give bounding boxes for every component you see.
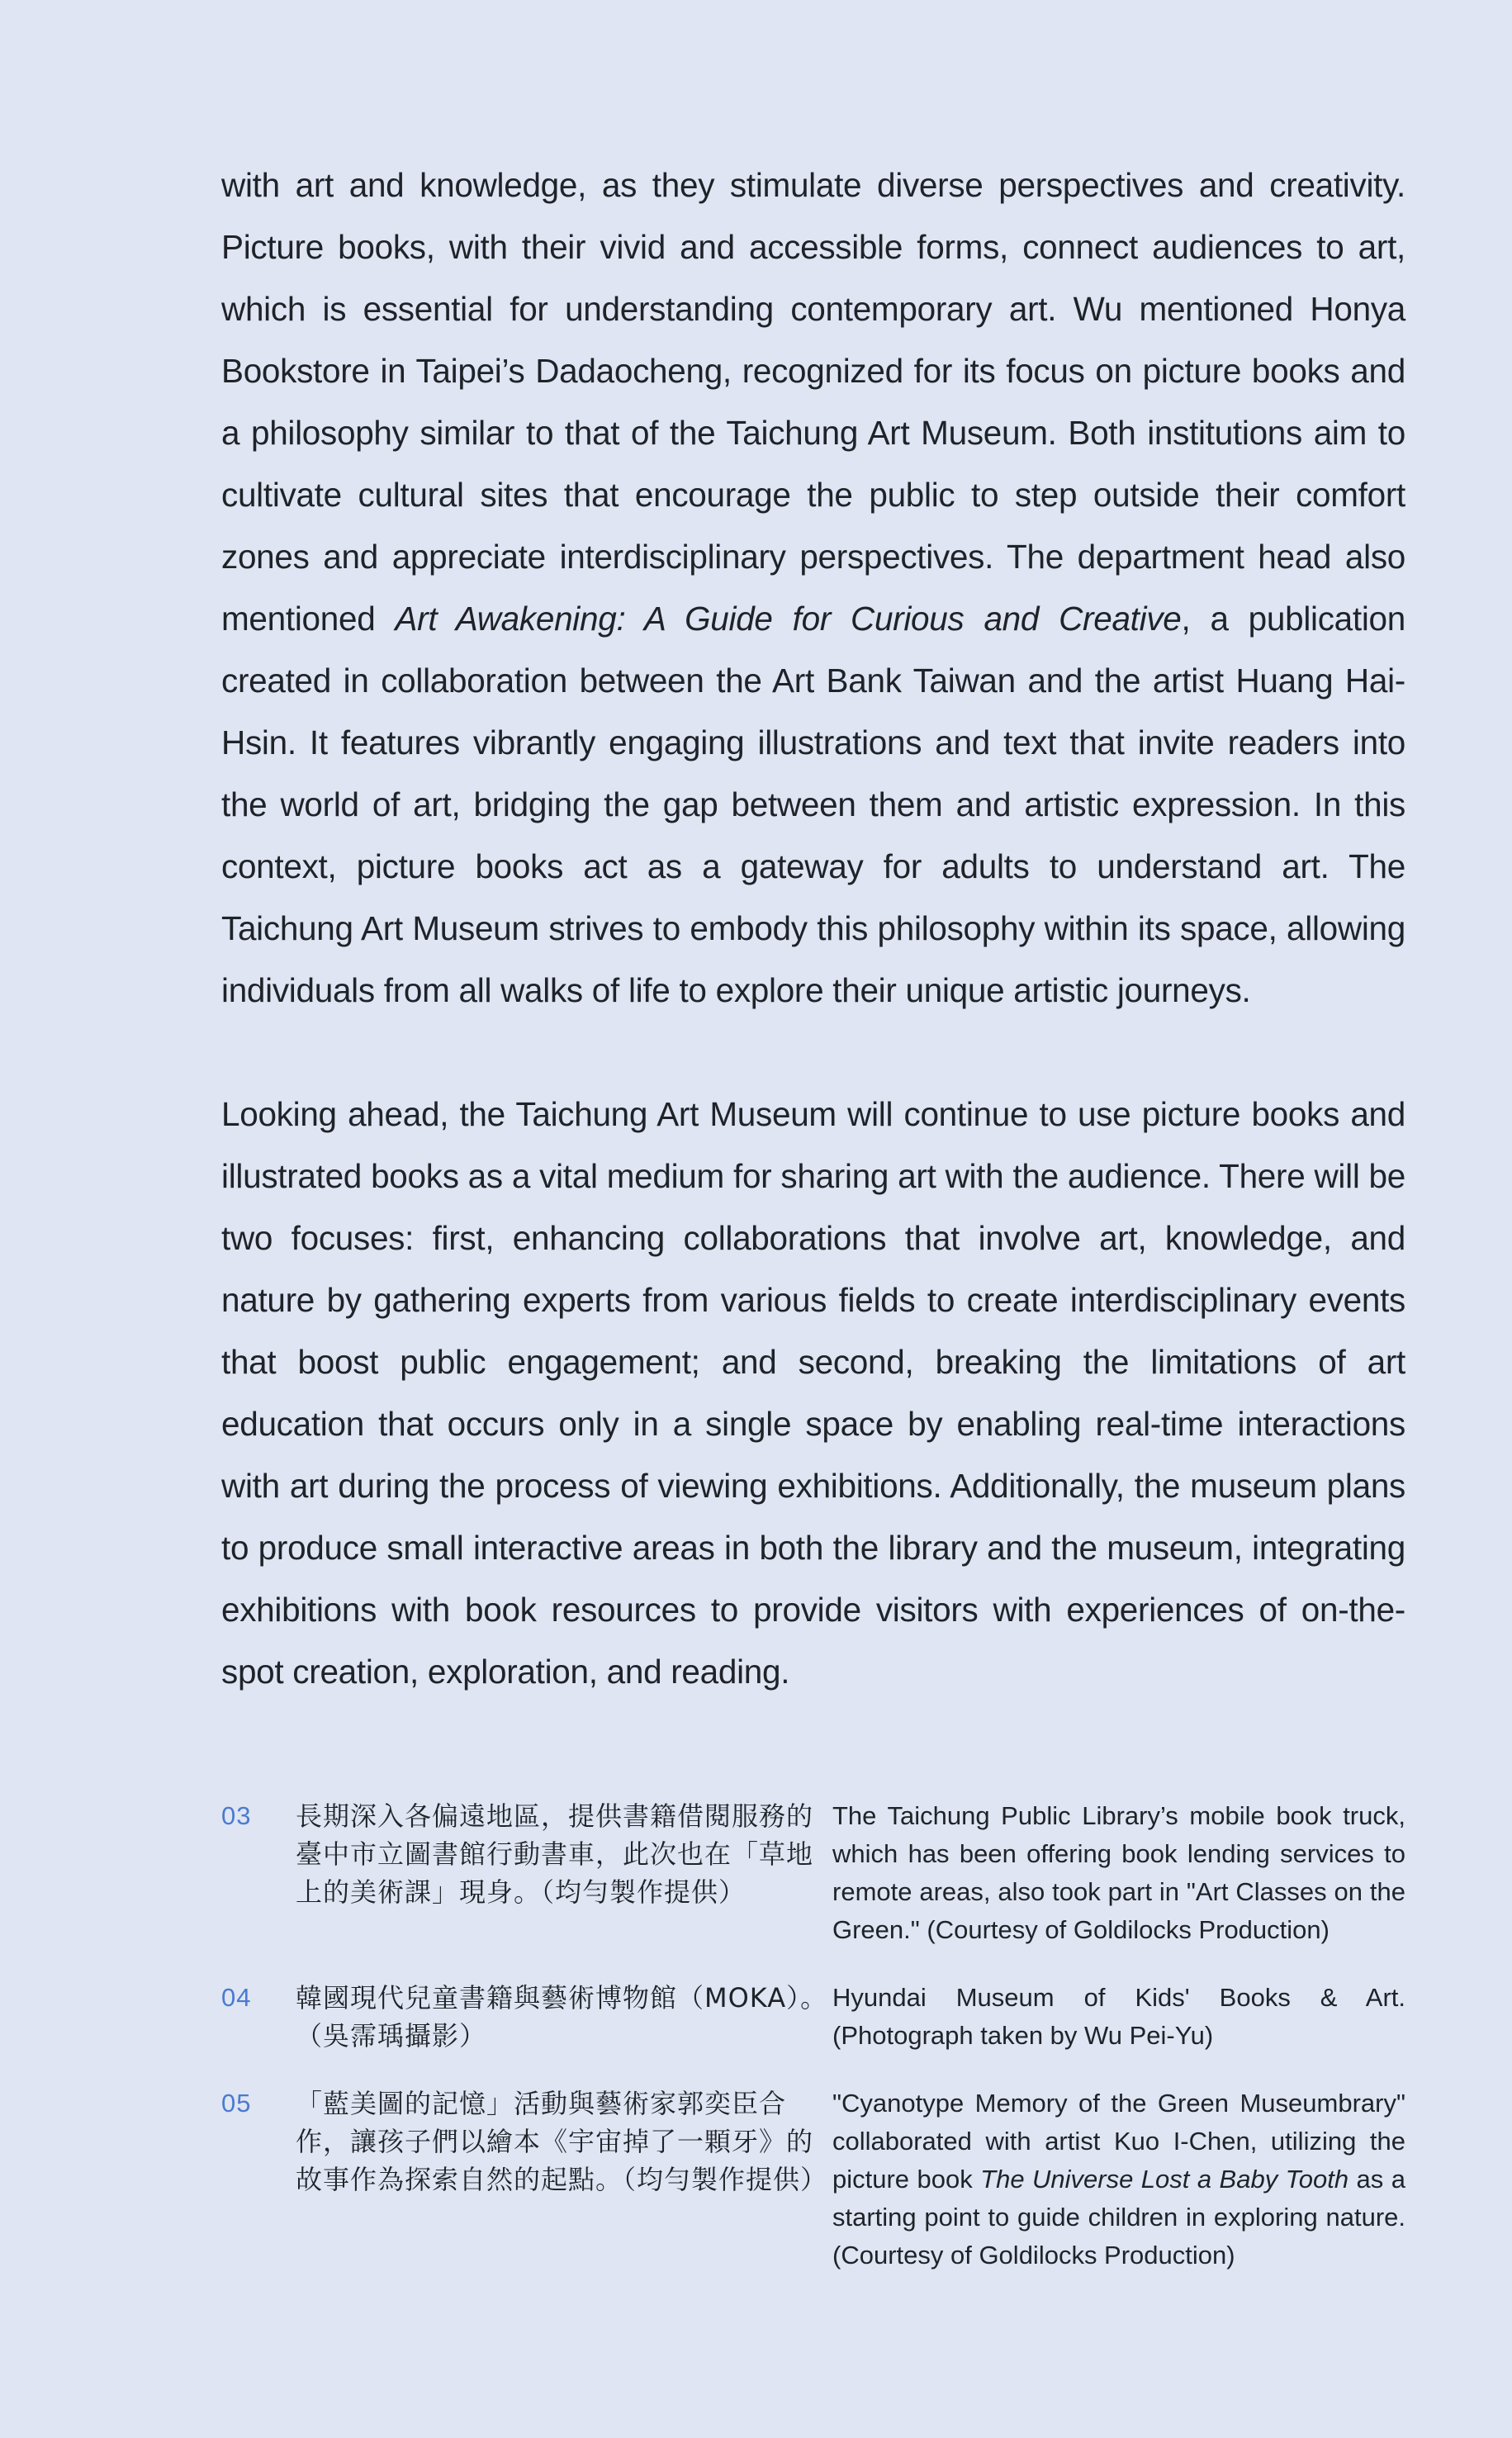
caption-03: [221, 1797, 1405, 1949]
caption-english: [832, 1979, 1405, 2055]
book-title-art-awakening: Art Awakening: A Guide for Curious and Creative: [395, 600, 1182, 638]
caption-04: [221, 1979, 1405, 2055]
caption-05: [221, 2085, 1405, 2274]
caption-number: 03: [221, 1801, 252, 1830]
caption-english: [832, 2085, 1405, 2274]
body-paragraph-2: [221, 1084, 1405, 1703]
caption-english: [832, 1797, 1405, 1949]
book-title-universe-lost-baby-tooth: The Universe Lost a Baby Tooth: [980, 2165, 1349, 2194]
body-paragraph-1: [221, 154, 1405, 1022]
paragraph-2-text: Looking ahead, the Taichung Art Museum will continue to use picture books and illustrated books as a vital medium for sharing art with the audience. There will be two focuses: first, enhancing collaborations that involve art, knowledge, and nature by gathering experts from various fields to create interdisciplinary events that boost public engagement; and second, breaking the limitations of art education that occurs only in a single space by enabling real-time interactions with art during the process of viewing exhibitions. Additionally, the museum plans to produce small interactive areas in both the library and the museum, integrating exhibitions with book resources to provide visitors with experiences of on-the-spot creation, exploration, and reading.: [221, 1095, 1405, 1691]
figure-captions: [221, 1797, 1405, 2274]
caption-chinese: 韓國現代兒童書籍與藝術博物館（MOKA）。（吳霈瑀攝影）: [296, 1982, 828, 2051]
paragraph-1-text-end: , a publication created in collaboration between the Art Bank Taiwan and the artist Huang Hai-Hsin. It features vibrantly engaging illustrations and text that invite readers into the world of art, bridging the gap between them and artistic expression. In this context, picture books act as a gateway for adults to understand art. The Taichung Art Museum strives to embody this philosophy within its space, allowing individuals from all walks of life to explore their unique artistic journeys.: [221, 600, 1406, 1009]
caption-english-text-end: as a starting point to guide children in exploring nature. (Courtesy of Goldilocks Production): [832, 2165, 1405, 2270]
paragraph-1-text-start: with art and knowledge, as they stimulate diverse perspectives and creativity. Picture books, with their vivid and accessible forms, connect audiences to art, which is essential for understanding contemporary art. Wu mentioned Honya Bookstore in Taipei’s Dadaocheng, recognized for its focus on picture books and a philosophy similar to that of the Taichung Art Museum. Both institutions aim to cultivate cultural sites that encourage the public to step outside their comfort zones and appreciate interdisciplinary perspectives. The department head also mentioned: [221, 166, 1405, 638]
caption-english-text: Hyundai Museum of Kids' Books & Art. (Photograph taken by Wu Pei-Yu): [832, 1983, 1405, 2050]
caption-number: 04: [221, 1983, 252, 2012]
caption-chinese: 「藍美圖的記憶」活動與藝術家郭奕臣合作，讓孩子們以繪本《宇宙掉了一顆牙》的故事作為探索自然的起點。（均勻製作提供）: [296, 2088, 828, 2195]
caption-english-text-start: "Cyanotype Memory of the Green Museumbrary" collaborated with artist Kuo I-Chen, utilizing the picture book: [832, 2089, 1405, 2194]
caption-english-text: The Taichung Public Library’s mobile book truck, which has been offering book lending services to remote areas, also took part in "Art Classes on the Green." (Courtesy of Goldilocks Production): [832, 1801, 1405, 1944]
caption-number: 05: [221, 2089, 252, 2118]
caption-chinese: 長期深入各偏遠地區，提供書籍借閱服務的臺中市立圖書館行動書車，此次也在「草地上的美術課」現身。（均勻製作提供）: [296, 1800, 814, 1908]
